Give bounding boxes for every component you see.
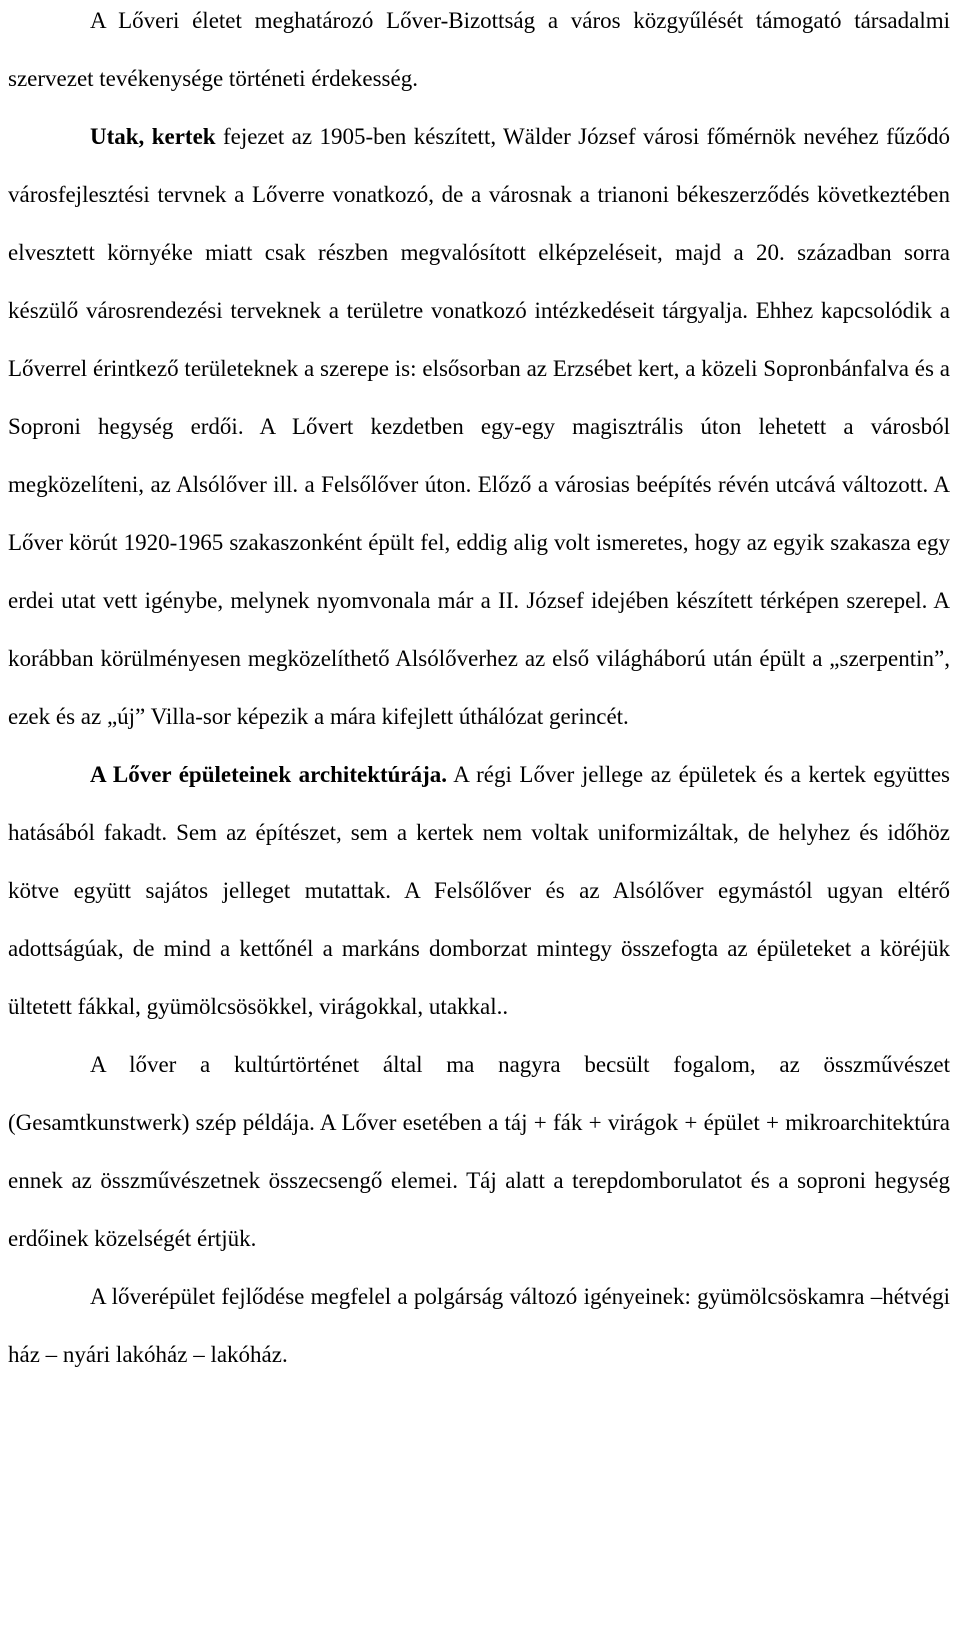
paragraph-text: A régi Lőver jellege az épületek és a kertek együttes hatásából fakadt. Sem az építészet, sem a kertek nem voltak uniformizáltak, de helyhez és időhöz kötve együtt sajátos jelleget mutattak. A Felsőlőver és az Alsólőver egymástól ugyan eltérő adottságúak, de mind a kettőnél a markáns domborzat mintegy összefogta az épületeket a köréjük ültetett fákkal, gyümölcsösökkel, virágokkal, utakkal.. xyxy=(8,762,950,1019)
paragraph-osszmuveszet xyxy=(8,1036,950,1268)
paragraph-text: fejezet az 1905-ben készített, Wälder József városi főmérnök nevéhez fűződó városfejlesztési tervnek a Lőverre vonatkozó, de a városnak a trianoni békeszerződés következtében elvesztett környéke miatt csak részben megvalósított elképzeléseit, majd a 20. században sorra készülő városrendezési terveknek a területre vonatkozó intézkedéseit tárgyalja. Ehhez kapcsolódik a Lőverrel érintkező területeknek a szerepe is: elsősorban az Erzsébet kert, a közeli Sopronbánfalva és a Soproni hegység erdői. A Lővert kezdetben egy-egy magisztrális úton lehetett a városból megközelíteni, az Alsólőver ill. a Felsőlőver úton. Előző a városias beépítés révén utcává változott. A Lőver körút 1920-1965 szakaszonként épült fel, eddig alig volt ismeretes, hogy az egyik szakasza egy erdei utat vett igénybe, melynek nyomvonala már a II. József idejében készített térképen szerepel. A korábban körülményesen megközelíthető Alsólőverhez az első világháború után épült a „szerpentin”, ezek és az „új” Villa-sor képezik a mára kifejlett úthálózat gerincét. xyxy=(8,124,950,729)
paragraph-utak-kertek xyxy=(8,108,950,746)
paragraph-text: A lőverépület fejlődése megfelel a polgárság változó igényeinek: gyümölcsöskamra –hétvégi ház – nyári lakóház – lakóház. xyxy=(8,1284,950,1367)
section-heading-utak-kertek: Utak, kertek xyxy=(90,124,216,149)
paragraph-lover-bizottsag xyxy=(8,0,950,108)
paragraph-architektura xyxy=(8,746,950,1036)
document-page xyxy=(8,0,950,1384)
section-heading-architektura: A Lőver épületeinek architektúrája. xyxy=(90,762,448,787)
paragraph-text: A Lőveri életet meghatározó Lőver-Bizottság a város közgyűlését támogató társadalmi szervezet tevékenysége történeti érdekesség. xyxy=(8,8,950,91)
paragraph-text: A lőver a kultúrtörténet által ma nagyra becsült fogalom, az összművészet (Gesamtkunstwerk) szép példája. A Lőver esetében a táj + fák + virágok + épület + mikroarchitektúra ennek az összművészetnek összecsengő elemei. Táj alatt a terepdomborulatot és a soproni hegység erdőinek közelségét értjük. xyxy=(8,1052,950,1251)
paragraph-loverepulet-fejlodese xyxy=(8,1268,950,1384)
